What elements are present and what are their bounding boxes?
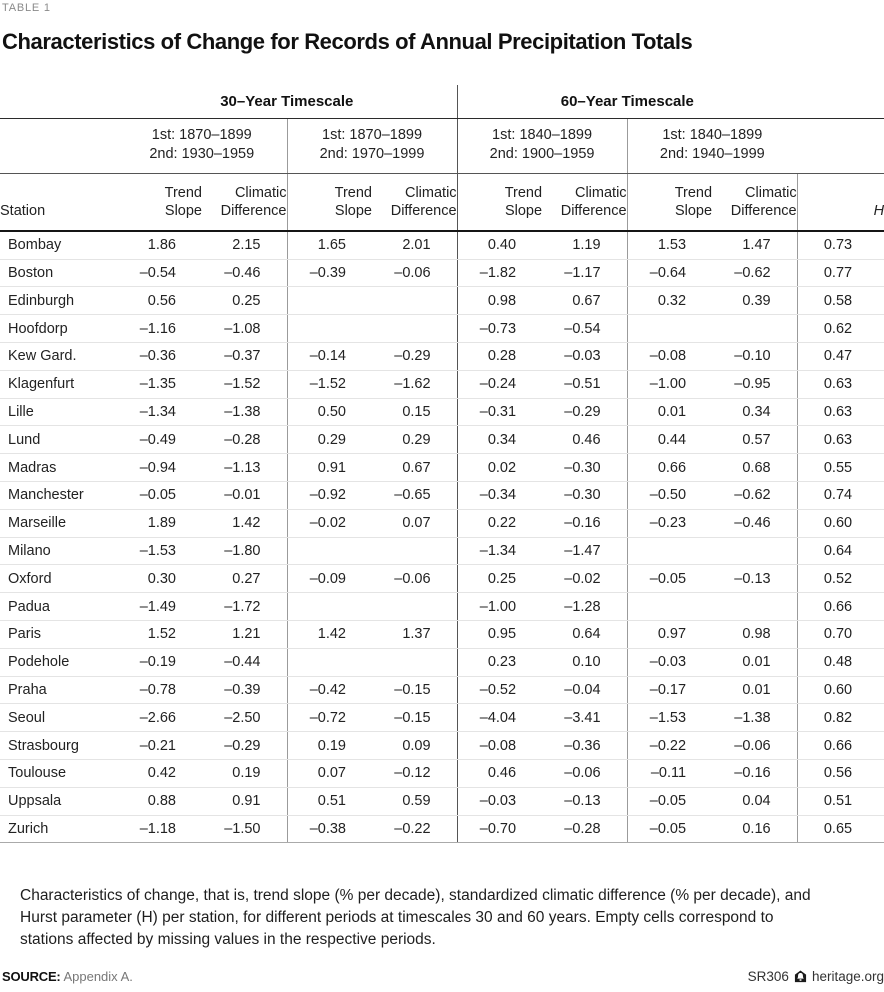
climatic-difference-column-header: Climatic Difference [542, 173, 627, 231]
hurst-cell: 0.65 [797, 815, 884, 843]
value-cell: –1.62 [372, 370, 457, 398]
value-cell: 0.09 [372, 732, 457, 760]
table-row [0, 454, 884, 482]
value-cell: –0.29 [372, 343, 457, 371]
hurst-cell: 0.63 [797, 398, 884, 426]
spacer-cell [0, 85, 117, 118]
value-cell: –1.13 [202, 454, 287, 482]
source-text: Appendix A. [63, 969, 133, 984]
station-cell: Zurich [0, 815, 117, 843]
station-cell: Toulouse [0, 759, 117, 787]
table-body [0, 231, 884, 843]
table-row [0, 676, 884, 704]
value-cell: –0.49 [117, 426, 202, 454]
value-cell: –0.05 [627, 565, 712, 593]
value-cell: 0.07 [287, 759, 372, 787]
value-cell: 0.51 [287, 787, 372, 815]
value-cell: –1.53 [117, 537, 202, 565]
value-cell: –0.02 [287, 509, 372, 537]
value-cell: –0.36 [542, 732, 627, 760]
value-cell: 0.44 [627, 426, 712, 454]
station-cell: Strasbourg [0, 732, 117, 760]
period-first: 1st: 1840–1899 [492, 126, 593, 143]
value-cell: 0.02 [457, 454, 542, 482]
value-cell: 0.91 [202, 787, 287, 815]
value-cell [287, 287, 372, 315]
value-cell: –0.08 [627, 343, 712, 371]
source-label: SOURCE: [2, 969, 61, 984]
value-cell: 0.28 [457, 343, 542, 371]
value-cell: 0.34 [457, 426, 542, 454]
value-cell: –0.08 [457, 732, 542, 760]
timescale-header-row [0, 85, 884, 118]
value-cell: –1.00 [457, 593, 542, 621]
table-row [0, 509, 884, 537]
period-first: 1st: 1870–1899 [151, 126, 252, 143]
hurst-cell: 0.47 [797, 343, 884, 371]
value-cell: –3.41 [542, 704, 627, 732]
value-cell: –4.04 [457, 704, 542, 732]
value-cell [287, 315, 372, 343]
hurst-cell: 0.66 [797, 593, 884, 621]
value-cell: –0.11 [627, 759, 712, 787]
table-row [0, 565, 884, 593]
value-cell: –0.92 [287, 481, 372, 509]
value-cell: –1.08 [202, 315, 287, 343]
value-cell: –1.53 [627, 704, 712, 732]
value-cell: –0.29 [202, 732, 287, 760]
station-cell: Manchester [0, 481, 117, 509]
hurst-cell: 0.66 [797, 732, 884, 760]
value-cell: –0.72 [287, 704, 372, 732]
value-cell: –0.28 [202, 426, 287, 454]
value-cell [627, 593, 712, 621]
value-cell: –0.38 [287, 815, 372, 843]
value-cell: 0.01 [627, 398, 712, 426]
table-row [0, 287, 884, 315]
value-cell: –0.42 [287, 676, 372, 704]
value-cell: –1.82 [457, 259, 542, 287]
table-row [0, 704, 884, 732]
hurst-cell: 0.48 [797, 648, 884, 676]
value-cell: –0.01 [202, 481, 287, 509]
station-cell: Milano [0, 537, 117, 565]
value-cell: –0.37 [202, 343, 287, 371]
value-cell [287, 648, 372, 676]
value-cell [287, 593, 372, 621]
value-cell: 1.42 [287, 620, 372, 648]
value-cell [712, 537, 797, 565]
value-cell: –0.13 [712, 565, 797, 593]
period-first: 1st: 1840–1899 [662, 126, 763, 143]
table-row [0, 481, 884, 509]
source-line [0, 969, 133, 984]
value-cell [627, 315, 712, 343]
value-cell: –0.29 [542, 398, 627, 426]
value-cell: 0.01 [712, 648, 797, 676]
station-cell: Podehole [0, 648, 117, 676]
hurst-cell: 0.64 [797, 537, 884, 565]
value-cell: –0.52 [457, 676, 542, 704]
value-cell: 0.22 [457, 509, 542, 537]
value-cell: –0.30 [542, 454, 627, 482]
value-cell: 0.42 [117, 759, 202, 787]
hurst-cell: 0.70 [797, 620, 884, 648]
value-cell: –0.34 [457, 481, 542, 509]
table-footnote: Characteristics of change, that is, trend slope (% per decade), standardized climatic difference (% per decade), and Hurst parameter (H) per station, for different periods at timescales 30 and 60 years. Empty cells correspond to stations affected by missing values in the respective periods. [20, 887, 811, 949]
period-header-row [0, 118, 884, 173]
trend-slope-column-header: Trend Slope [457, 173, 542, 231]
hurst-column-header: H [797, 173, 884, 231]
value-cell: –1.49 [117, 593, 202, 621]
station-cell: Madras [0, 454, 117, 482]
value-cell: –0.06 [542, 759, 627, 787]
value-cell: –1.72 [202, 593, 287, 621]
value-cell: 1.42 [202, 509, 287, 537]
value-cell: –0.62 [712, 481, 797, 509]
value-cell: –0.78 [117, 676, 202, 704]
hurst-cell: 0.60 [797, 676, 884, 704]
value-cell: –0.09 [287, 565, 372, 593]
hurst-cell: 0.55 [797, 454, 884, 482]
value-cell: –2.50 [202, 704, 287, 732]
station-cell: Boston [0, 259, 117, 287]
value-cell [372, 315, 457, 343]
value-cell: 0.27 [202, 565, 287, 593]
station-cell: Praha [0, 676, 117, 704]
value-cell: 1.21 [202, 620, 287, 648]
value-cell: 0.98 [712, 620, 797, 648]
value-cell: –0.04 [542, 676, 627, 704]
footer-branding [748, 969, 884, 984]
period-first: 1st: 1870–1899 [322, 126, 423, 143]
value-cell: –0.39 [287, 259, 372, 287]
value-cell: –0.06 [712, 732, 797, 760]
hurst-cell: 0.62 [797, 315, 884, 343]
value-cell: –0.03 [457, 787, 542, 815]
table-row [0, 787, 884, 815]
timescale-60yr-header: 60–Year Timescale [457, 85, 797, 118]
value-cell: –0.15 [372, 676, 457, 704]
period-second: 2nd: 1970–1999 [319, 146, 425, 163]
value-cell: –0.03 [627, 648, 712, 676]
value-cell: –0.31 [457, 398, 542, 426]
value-cell: 1.37 [372, 620, 457, 648]
station-cell: Marseille [0, 509, 117, 537]
value-cell: –0.54 [117, 259, 202, 287]
value-cell: –1.34 [457, 537, 542, 565]
value-cell: 1.89 [117, 509, 202, 537]
value-cell: –0.03 [542, 343, 627, 371]
value-cell: –0.54 [542, 315, 627, 343]
hurst-cell: 0.60 [797, 509, 884, 537]
climatic-difference-column-header: Climatic Difference [372, 173, 457, 231]
period-group-1 [117, 118, 287, 173]
value-cell: –0.39 [202, 676, 287, 704]
period-group-3 [457, 118, 627, 173]
value-cell: –0.05 [627, 815, 712, 843]
value-cell [287, 537, 372, 565]
value-cell: –0.94 [117, 454, 202, 482]
value-cell [627, 537, 712, 565]
value-cell: –0.05 [117, 481, 202, 509]
value-cell: –1.18 [117, 815, 202, 843]
value-cell: 0.29 [287, 426, 372, 454]
value-cell: –0.22 [372, 815, 457, 843]
value-cell: 0.19 [202, 759, 287, 787]
table-row [0, 620, 884, 648]
hurst-cell: 0.51 [797, 787, 884, 815]
trend-slope-column-header: Trend Slope [117, 173, 202, 231]
value-cell: –1.38 [712, 704, 797, 732]
value-cell: 1.19 [542, 231, 627, 259]
value-cell: –0.12 [372, 759, 457, 787]
climatic-difference-column-header: Climatic Difference [712, 173, 797, 231]
value-cell: 0.15 [372, 398, 457, 426]
value-cell: –0.13 [542, 787, 627, 815]
value-cell: 0.10 [542, 648, 627, 676]
value-cell: 0.39 [712, 287, 797, 315]
value-cell: 0.32 [627, 287, 712, 315]
timescale-30yr-header: 30–Year Timescale [117, 85, 457, 118]
value-cell: 0.59 [372, 787, 457, 815]
value-cell: –1.16 [117, 315, 202, 343]
table-row [0, 648, 884, 676]
value-cell: 0.34 [712, 398, 797, 426]
value-cell: 0.91 [287, 454, 372, 482]
value-cell: 0.29 [372, 426, 457, 454]
value-cell: –1.47 [542, 537, 627, 565]
value-cell: 0.67 [372, 454, 457, 482]
hurst-cell: 0.52 [797, 565, 884, 593]
table-row [0, 537, 884, 565]
value-cell: –2.66 [117, 704, 202, 732]
value-cell: –1.28 [542, 593, 627, 621]
spacer-cell [0, 118, 117, 173]
period-second: 2nd: 1900–1959 [489, 146, 595, 163]
footer-row [0, 969, 884, 984]
value-cell: 2.01 [372, 231, 457, 259]
site-link[interactable]: heritage.org [811, 969, 884, 984]
value-cell: –0.62 [712, 259, 797, 287]
trend-slope-column-header: Trend Slope [287, 173, 372, 231]
value-cell: –0.28 [542, 815, 627, 843]
value-cell: –0.73 [457, 315, 542, 343]
value-cell: 0.88 [117, 787, 202, 815]
station-cell: Hoofdorp [0, 315, 117, 343]
value-cell: –0.22 [627, 732, 712, 760]
hurst-cell: 0.63 [797, 426, 884, 454]
value-cell: –0.16 [712, 759, 797, 787]
value-cell: –0.05 [627, 787, 712, 815]
value-cell: 0.95 [457, 620, 542, 648]
value-cell [712, 315, 797, 343]
value-cell: –1.35 [117, 370, 202, 398]
period-second: 2nd: 1940–1999 [659, 146, 765, 163]
table-row [0, 259, 884, 287]
value-cell: –0.65 [372, 481, 457, 509]
value-cell: 1.47 [712, 231, 797, 259]
value-cell: 1.52 [117, 620, 202, 648]
spacer-cell [797, 85, 884, 118]
value-cell: 0.25 [202, 287, 287, 315]
value-cell: –0.15 [372, 704, 457, 732]
table-row [0, 231, 884, 259]
station-cell: Paris [0, 620, 117, 648]
value-cell: –1.50 [202, 815, 287, 843]
station-cell: Lille [0, 398, 117, 426]
value-cell: –0.46 [712, 509, 797, 537]
spacer-cell [797, 118, 884, 173]
hurst-cell: 0.63 [797, 370, 884, 398]
precipitation-table [0, 85, 884, 843]
value-cell: –0.46 [202, 259, 287, 287]
station-cell: Bombay [0, 231, 117, 259]
value-cell: –0.95 [712, 370, 797, 398]
table-row [0, 370, 884, 398]
value-cell: –0.06 [372, 565, 457, 593]
value-cell: 0.04 [712, 787, 797, 815]
period-group-2 [287, 118, 457, 173]
hurst-cell: 0.77 [797, 259, 884, 287]
station-cell: Oxford [0, 565, 117, 593]
table-label: TABLE 1 [2, 2, 51, 14]
value-cell: 0.25 [457, 565, 542, 593]
value-cell: –1.52 [202, 370, 287, 398]
value-cell: –0.70 [457, 815, 542, 843]
value-cell: 2.15 [202, 231, 287, 259]
table-row [0, 759, 884, 787]
page-title: Characteristics of Change for Records of Annual Precipitation Totals [2, 29, 693, 54]
value-cell: 0.98 [457, 287, 542, 315]
column-header-row [0, 173, 884, 231]
value-cell [372, 648, 457, 676]
value-cell: –0.64 [627, 259, 712, 287]
table-row [0, 593, 884, 621]
value-cell: –0.17 [627, 676, 712, 704]
table-row [0, 815, 884, 843]
value-cell: –0.19 [117, 648, 202, 676]
table-row [0, 343, 884, 371]
value-cell: –0.06 [372, 259, 457, 287]
hurst-cell: 0.74 [797, 481, 884, 509]
hurst-cell: 0.73 [797, 231, 884, 259]
value-cell: 0.19 [287, 732, 372, 760]
value-cell [372, 593, 457, 621]
value-cell: 0.40 [457, 231, 542, 259]
value-cell: 0.16 [712, 815, 797, 843]
station-cell: Uppsala [0, 787, 117, 815]
value-cell: 1.86 [117, 231, 202, 259]
value-cell: 0.66 [627, 454, 712, 482]
value-cell: 0.46 [457, 759, 542, 787]
value-cell: 0.23 [457, 648, 542, 676]
station-column-header: Station [0, 173, 117, 231]
station-cell: Lund [0, 426, 117, 454]
value-cell: 1.53 [627, 231, 712, 259]
value-cell: 0.46 [542, 426, 627, 454]
value-cell: –0.23 [627, 509, 712, 537]
station-cell: Seoul [0, 704, 117, 732]
value-cell: 0.97 [627, 620, 712, 648]
value-cell: 0.01 [712, 676, 797, 704]
value-cell: 0.07 [372, 509, 457, 537]
value-cell: –0.21 [117, 732, 202, 760]
value-cell [372, 537, 457, 565]
hurst-cell: 0.58 [797, 287, 884, 315]
report-id: SR306 [747, 969, 789, 984]
value-cell: –1.17 [542, 259, 627, 287]
value-cell: –0.36 [117, 343, 202, 371]
value-cell: –1.00 [627, 370, 712, 398]
station-cell: Padua [0, 593, 117, 621]
table-row [0, 315, 884, 343]
value-cell: 0.30 [117, 565, 202, 593]
period-second: 2nd: 1930–1959 [149, 146, 255, 163]
value-cell: –0.16 [542, 509, 627, 537]
hurst-cell: 0.82 [797, 704, 884, 732]
value-cell: 0.56 [117, 287, 202, 315]
climatic-difference-column-header: Climatic Difference [202, 173, 287, 231]
value-cell: –0.10 [712, 343, 797, 371]
value-cell: 0.68 [712, 454, 797, 482]
value-cell [372, 287, 457, 315]
value-cell: –0.50 [627, 481, 712, 509]
station-cell: Kew Gard. [0, 343, 117, 371]
value-cell: –1.34 [117, 398, 202, 426]
table-row [0, 732, 884, 760]
station-cell: Klagenfurt [0, 370, 117, 398]
hurst-cell: 0.56 [797, 759, 884, 787]
heritage-bell-icon [794, 970, 807, 983]
value-cell: –0.24 [457, 370, 542, 398]
value-cell: –1.80 [202, 537, 287, 565]
station-cell: Edinburgh [0, 287, 117, 315]
value-cell: –0.14 [287, 343, 372, 371]
trend-slope-column-header: Trend Slope [627, 173, 712, 231]
value-cell: 0.57 [712, 426, 797, 454]
value-cell: 0.50 [287, 398, 372, 426]
value-cell: –1.52 [287, 370, 372, 398]
value-cell: 0.64 [542, 620, 627, 648]
value-cell: –0.44 [202, 648, 287, 676]
table-row [0, 426, 884, 454]
value-cell: 0.67 [542, 287, 627, 315]
value-cell: –1.38 [202, 398, 287, 426]
value-cell: –0.02 [542, 565, 627, 593]
value-cell: –0.30 [542, 481, 627, 509]
period-group-4 [627, 118, 797, 173]
value-cell [712, 593, 797, 621]
value-cell: 1.65 [287, 231, 372, 259]
value-cell: –0.51 [542, 370, 627, 398]
table-row [0, 398, 884, 426]
